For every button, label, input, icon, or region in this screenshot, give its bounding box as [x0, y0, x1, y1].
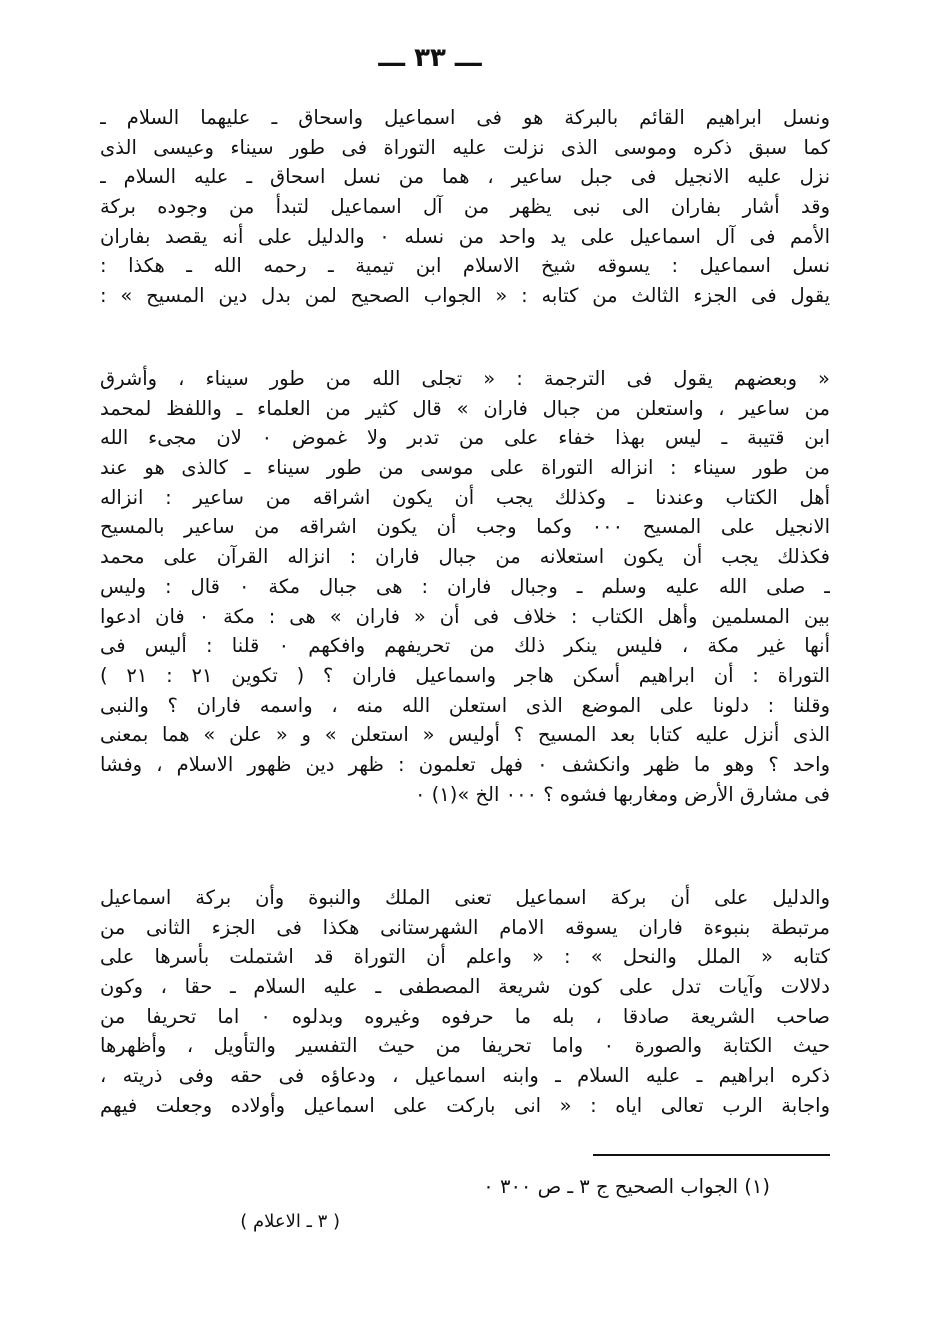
text-line: الانجيل على المسيح ٠٠٠ وكما وجب أن يكون اشراقه من ساعير بالمسيح [100, 515, 830, 539]
text-line: أنها غير مكة ، فليس ينكر ذلك من تحريفهم وافكهم ٠ قلنا : أليس فى [100, 634, 830, 658]
text-line: والدليل على أن بركة اسماعيل تعنى الملك والنبوة وأن بركة اسماعيل [100, 886, 830, 909]
text-line: يقول فى الجزء الثالث من كتابه : « الجواب الصحيح لمن بدل دين المسيح » : [100, 284, 830, 308]
text-line: ذكره ابراهيم ـ عليه السلام ـ وابنه اسماعيل ، ودعاؤه فى حقه وفى ذريته ، [100, 1064, 830, 1088]
text-line: ـ صلى الله عليه وسلم ـ وجبال فاران : هى جبال مكة ٠ قال : وليس [100, 574, 830, 598]
signature-mark: ( ٣ ـ الاعلام ) [240, 1211, 340, 1232]
text-line: دلالات وآيات تدل على كون شريعة المصطفى ـ عليه السلام ـ حقا ، وكون [100, 975, 830, 999]
text-line: فى مشارق الأرض ومغاربها فشوه ؟ ٠٠٠ الخ »(١) ٠ [414, 782, 830, 806]
text-line: وقلنا : دلونا على الموضع الذى استعلن الله منه ، واسمه فاران ؟ والنبى [100, 693, 830, 717]
text-line: واجابة الرب تعالى اياه : « انى باركت على اسماعيل وأولاده وجعلت فيهم [100, 1093, 830, 1117]
text-line: ابن قتيبة ـ ليس بهذا خفاء على من تدبر ولا غموض ٠ لان مجىء الله [100, 426, 830, 450]
text-line: من ساعير ، واستعلن من جبال فاران » قال كثير من العلماء ـ واللفظ لمحمد [100, 396, 830, 420]
text-line: بين المسلمين وأهل الكتاب : خلاف فى أن « فاران » هى : مكة ٠ فان ادعوا [100, 604, 830, 628]
text-line: وقد أشار بفاران الى نبى يظهر من آل اسماعيل لتبدأ من وجوده بركة [100, 195, 830, 219]
footnote: (١) الجواب الصحيح ج ٣ ـ ص ٣٠٠ ٠ [483, 1175, 770, 1198]
text-line: فكذلك يجب أن يكون استعلانه من جبال فاران : انزاله القرآن على محمد [100, 545, 830, 569]
text-line: الأمم فى آل اسماعيل على يد واحد من نسله ٠ والدليل على أنه يقصد بفاران [100, 224, 830, 248]
paragraph-2-quotation [100, 364, 830, 809]
text-line: أهل الكتاب وعندنا ـ وكذلك يجب أن يكون اشراقه من ساعير : انزاله [100, 485, 830, 509]
text-line: « وبعضهم يقول فى الترجمة : « تجلى الله من طور سيناء ، وأشرق [100, 367, 830, 390]
page-number: ـــ ٣٣ ـــ [378, 43, 482, 73]
text-line: نسل اسماعيل : يسوقه شيخ الاسلام ابن تيمية ـ رحمه الله ـ هكذا : [100, 254, 830, 278]
paragraph-3 [100, 883, 830, 1121]
text-line: نزل عليه الانجيل فى جبل ساعير ، هما من نسل اسحاق ـ عليه السلام ـ [100, 165, 830, 189]
text-line: واحد ؟ وهو ما ظهر وانكشف ٠ فهل تعلمون : ظهر دين ظهور الاسلام ، وفشا [100, 752, 830, 776]
text-line: حيث الكتابة والصورة ٠ واما تحريفا من حيث التفسير والتأويل ، وأظهرها [100, 1034, 830, 1058]
text-line: صاحب الشريعة صادقا ، بله ما حرفوه وغيروه وبدلوه ٠ اما تحريفا من [100, 1004, 830, 1028]
text-line: كما سبق ذكره وموسى الذى نزلت عليه التوراة فى طور سيناء وعيسى الذى [100, 135, 830, 159]
text-line: من طور سيناء : انزاله التوراة على موسى من طور سيناء ـ كالذى هو عند [100, 456, 830, 480]
footnote-divider [593, 1154, 830, 1156]
text-line: الذى أنزل عليه كتابا بعد المسيح ؟ أوليس « استعلن » و « علن » هما بمعنى [100, 723, 830, 747]
paragraph-1 [100, 103, 830, 311]
text-line: ونسل ابراهيم القائم بالبركة هو فى اسماعيل واسحاق ـ عليهما السلام ـ [100, 106, 830, 129]
text-line: التوراة : أن ابراهيم أسكن هاجر واسماعيل فاران ؟ ( تكوين ٢١ : ٢١ ) [100, 663, 830, 687]
text-line: كتابه « الملل والنحل » : « واعلم أن التوراة قد اشتملت بأسرها على [100, 945, 830, 969]
text-line: مرتبطة بنبوءة فاران يسوقه الامام الشهرستانى هكذا فى الجزء الثانى من [100, 915, 830, 939]
